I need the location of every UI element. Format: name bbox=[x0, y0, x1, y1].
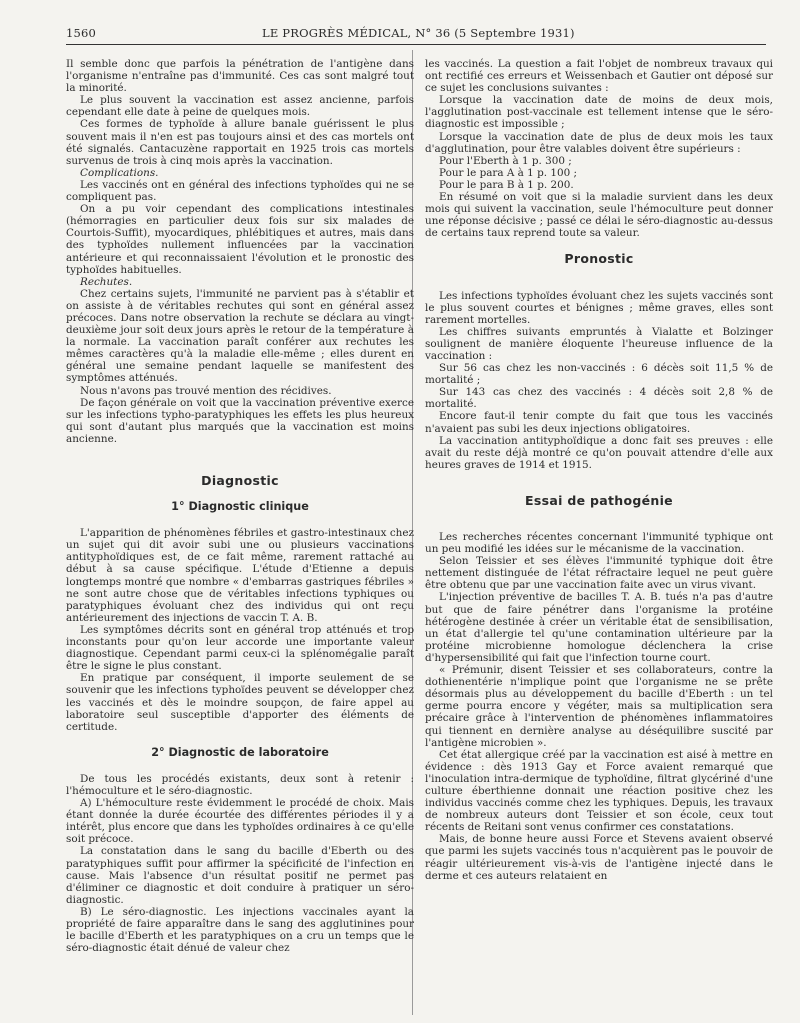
page-header bbox=[66, 22, 766, 42]
paragraph: B) Le séro-diagnostic. Les injections vaccinales ayant la propriété de faire apparaître dans le sang des agglutinines pour le bacille d'Eberth et les paratyphiques on a cru un temps que le séro-diagnostic était dénué de valeur chez bbox=[66, 905, 414, 955]
paragraph: les vaccinés. La question a fait l'objet de nombreux travaux qui ont rectifié ces erreurs et Weissenbach et Gautier ont déposé sur ce sujet les conclusions suivantes : bbox=[425, 58, 773, 95]
paragraph: Sur 143 cas chez des vaccinés : 4 décès soit 2,8 % de mortalité. bbox=[425, 386, 773, 411]
paragraph: En pratique par conséquent, il importe seulement de se souvenir que les infections typhoïdes peuvent se développer chez les vaccinés et dès le moindre soupçon, de faire appel au laboratoire seul susceptible d'apporter des éléments de certitude. bbox=[66, 672, 414, 733]
paragraph: Lorsque la vaccination date de moins de deux mois, l'agglutination post-vaccinale est tellement intense que le séro-diagnostic est impossible ; bbox=[425, 94, 773, 131]
section-title-diagnostic: Diagnostic bbox=[201, 473, 279, 488]
paragraph: Chez certains sujets, l'immunité ne parvient pas à s'établir et on assiste à de véritables rechutes qui sont en général assez précoces. Dans notre observation la rechute se déclara au vingt-deuxième jour soit deux jours après le retour de la température à la normale. La vaccination paraît conférer aux rechutes les mêmes caractères qu'à la maladie elle-même ; elles durent en général une semaine pendant laquelle se manifestent des symptômes atténués. bbox=[66, 287, 414, 385]
paragraph: Lorsque la vaccination date de plus de deux mois les taux d'agglutination, pour être valables doivent être supérieurs : bbox=[425, 130, 773, 155]
list-item: Pour l'Eberth à 1 p. 300 ; bbox=[439, 154, 572, 167]
subheading-rechutes: Rechutes. bbox=[80, 275, 133, 288]
paragraph: L'apparition de phénomènes fébriles et gastro-intestinaux chez un sujet qui dit avoir subi une ou plusieurs vaccinations antityphoïdiques est, de ce fait même, rarement rattaché au début à sa cause spécifique. L'étude d'Etienne a depuis longtemps montré que nombre « d'embarras gastriques fébriles » ne sont autre chose que de véritables infections typhiques ou paratyphiques évoluant chez des individus qui ont reçu antérieurement des injections de vaccin T. A. B. bbox=[66, 527, 414, 624]
paragraph: Les infections typhoïdes évoluant chez les sujets vaccinés sont le plus souvent courtes et bénignes ; même graves, elles sont rarement mortelles. bbox=[425, 289, 773, 326]
paragraph: Les symptômes décrits sont en général trop atténués et trop inconstants pour qu'on leur accorde une importante valeur diagnostique. Cependant parmi ceux-ci la splénomégalie paraît être le signe le plus constant. bbox=[66, 623, 414, 673]
paragraph: Les vaccinés ont en général des infections typhoïdes qui ne se compliquent pas. bbox=[66, 178, 414, 204]
paragraph: Selon Teissier et ses élèves l'immunité typhique doit être nettement distinguée de l'état réfractaire lequel ne peut guère être obtenu que par une vaccination faite avec un virus vivant. bbox=[425, 555, 773, 592]
paragraph: Mais, de bonne heure aussi Force et Stevens avaient observé que parmi les sujets vaccinés tous n'acquièrent pas le pouvoir de réagir ultérieurement vis-à-vis de l'antigène injecté dans le derme et ces auteurs relataient en bbox=[425, 833, 773, 882]
right-column bbox=[425, 58, 773, 882]
paragraph: L'injection préventive de bacilles T. A. B. tués n'a pas d'autre but que de faire pénétrer dans l'organisme la protéine hétérogène destinée à créer un véritable état de sensibilisation, un état d'allergie tel qu'une contamination ultérieure par la protéine microbienne homologue déclenchera la crise d'hypersensibilité qui fait que l'infection tourne court. bbox=[425, 591, 773, 664]
header-rule bbox=[66, 44, 766, 45]
subheading-complications: Complications. bbox=[80, 166, 159, 179]
paragraph: Nous n'avons pas trouvé mention des récidives. bbox=[80, 384, 332, 397]
paragraph: On a pu voir cependant des complications intestinales (hémorragies en particulier deux fois sur six malades de Courtois-Suffit), myocardiques, phlébitiques et autres, mais dans des typhoïdes nullement influencées par la vaccination antérieure et qui reconnaissaient l'évolution et le pronostic des typhoïdes habituelles. bbox=[66, 203, 414, 276]
section-title-pronostic: Pronostic bbox=[564, 251, 634, 267]
paragraph: Le plus souvent la vaccination est assez ancienne, parfois cependant elle date à peine de quelques mois. bbox=[66, 94, 414, 119]
left-column bbox=[66, 58, 414, 954]
paragraph: Les chiffres suivants empruntés à Vialatte et Bolzinger soulignent de manière éloquente l'heureuse influence de la vaccination : bbox=[425, 325, 773, 362]
paragraph: Sur 56 cas chez les non-vaccinés : 6 décès soit 11,5 % de mortalité ; bbox=[425, 362, 773, 387]
agglutination-rates bbox=[425, 155, 773, 191]
paragraph: Ces formes de typhoïde à allure banale guérissent le plus souvent mais il n'en est pas toujours ainsi et des cas mortels ont été signalés. Cantacuzène rapportait en 1925 trois cas mortels survenus de trois à cinq mois après la vaccination. bbox=[66, 118, 414, 167]
paragraph: De façon générale on voit que la vaccination préventive exerce sur les infections typho-paratyphiques les effets les plus heureux qui sont d'autant plus marqués que la vaccination est moins ancienne. bbox=[66, 396, 414, 445]
paragraph: En résumé on voit que si la maladie survient dans les deux mois qui suivent la vaccination, seule l'hémoculture peut donner une réponse décisive ; passé ce délai le séro-diagnostic au-dessus de certains taux reprend toute sa valeur. bbox=[425, 191, 773, 240]
section-title-laboratoire: 2° Diagnostic de laboratoire bbox=[151, 745, 329, 759]
paragraph: A) L'hémoculture reste évidemment le procédé de choix. Mais étant donnée la durée écourtée des différentes périodes il y a intérêt, plus encore que dans les typhoïdes ordinaires à ce qu'elle soit précoce. bbox=[66, 797, 414, 846]
paragraph: Les recherches récentes concernant l'immunité typhique ont un peu modifié les idées sur le mécanisme de la vaccination. bbox=[425, 531, 773, 556]
section-title-clinique: 1° Diagnostic clinique bbox=[171, 500, 309, 514]
paragraph: La vaccination antityphoïdique a donc fait ses preuves : elle avait du reste déjà montré ce qu'on pouvait attendre d'elle aux heures graves de 1914 et 1915. bbox=[425, 434, 773, 471]
paragraph: De tous les procédés existants, deux sont à retenir : l'hémoculture et le séro-diagnostic. bbox=[66, 772, 414, 797]
paragraph: La constatation dans le sang du bacille d'Eberth ou des paratyphiques suffit pour affirmer la spécificité de l'infection en cause. Mais l'absence d'un résultat positif ne permet pas d'éliminer ce diagnostic et doit conduire à pratiquer un séro-diagnostic. bbox=[66, 845, 414, 906]
running-title: LE PROGRÈS MÉDICAL, N° 36 (5 Septembre 1931) bbox=[262, 26, 575, 40]
paragraph: « Prémunir, disent Teissier et ses collaborateurs, contre la dothienentérie n'implique point que l'organisme ne se prête désormais plus au développement du bacille d'Eberth : un tel germe pourra encore y végéter, mais sa multiplication sera précaire grâce à l'intervention de phénomènes inflammatoires qui tiennent en dernière analyse au déséquilibre suscité par l'antigène microbien ». bbox=[425, 664, 773, 749]
paragraph: Il semble donc que parfois la pénétration de l'antigène dans l'organisme n'entraîne pas d'immunité. Ces cas sont malgré tout la minorité. bbox=[66, 58, 414, 95]
list-item: Pour le para B à 1 p. 200. bbox=[439, 178, 574, 191]
section-title-pathogenie: Essai de pathogénie bbox=[525, 492, 673, 508]
list-item: Pour le para A à 1 p. 100 ; bbox=[439, 166, 577, 179]
paragraph: Cet état allergique créé par la vaccination est aisé à mettre en évidence : dès 1913 Gay et Force avaient remarqué que l'inoculation intra-dermique de typhoïdine, filtrat glycériné d'une culture éberthienne donnait une réaction positive chez les individus vaccinés comme chez les typhiques. Depuis, les travaux de nombreux auteurs dont Teissier et son école, ceux tout récents de Reitani sont venus confirmer ces constatations. bbox=[425, 748, 773, 834]
page-number: 1560 bbox=[66, 26, 97, 40]
paragraph: Encore faut-il tenir compte du fait que tous les vaccinés n'avaient pas subi les deux injections obligatoires. bbox=[425, 410, 773, 435]
